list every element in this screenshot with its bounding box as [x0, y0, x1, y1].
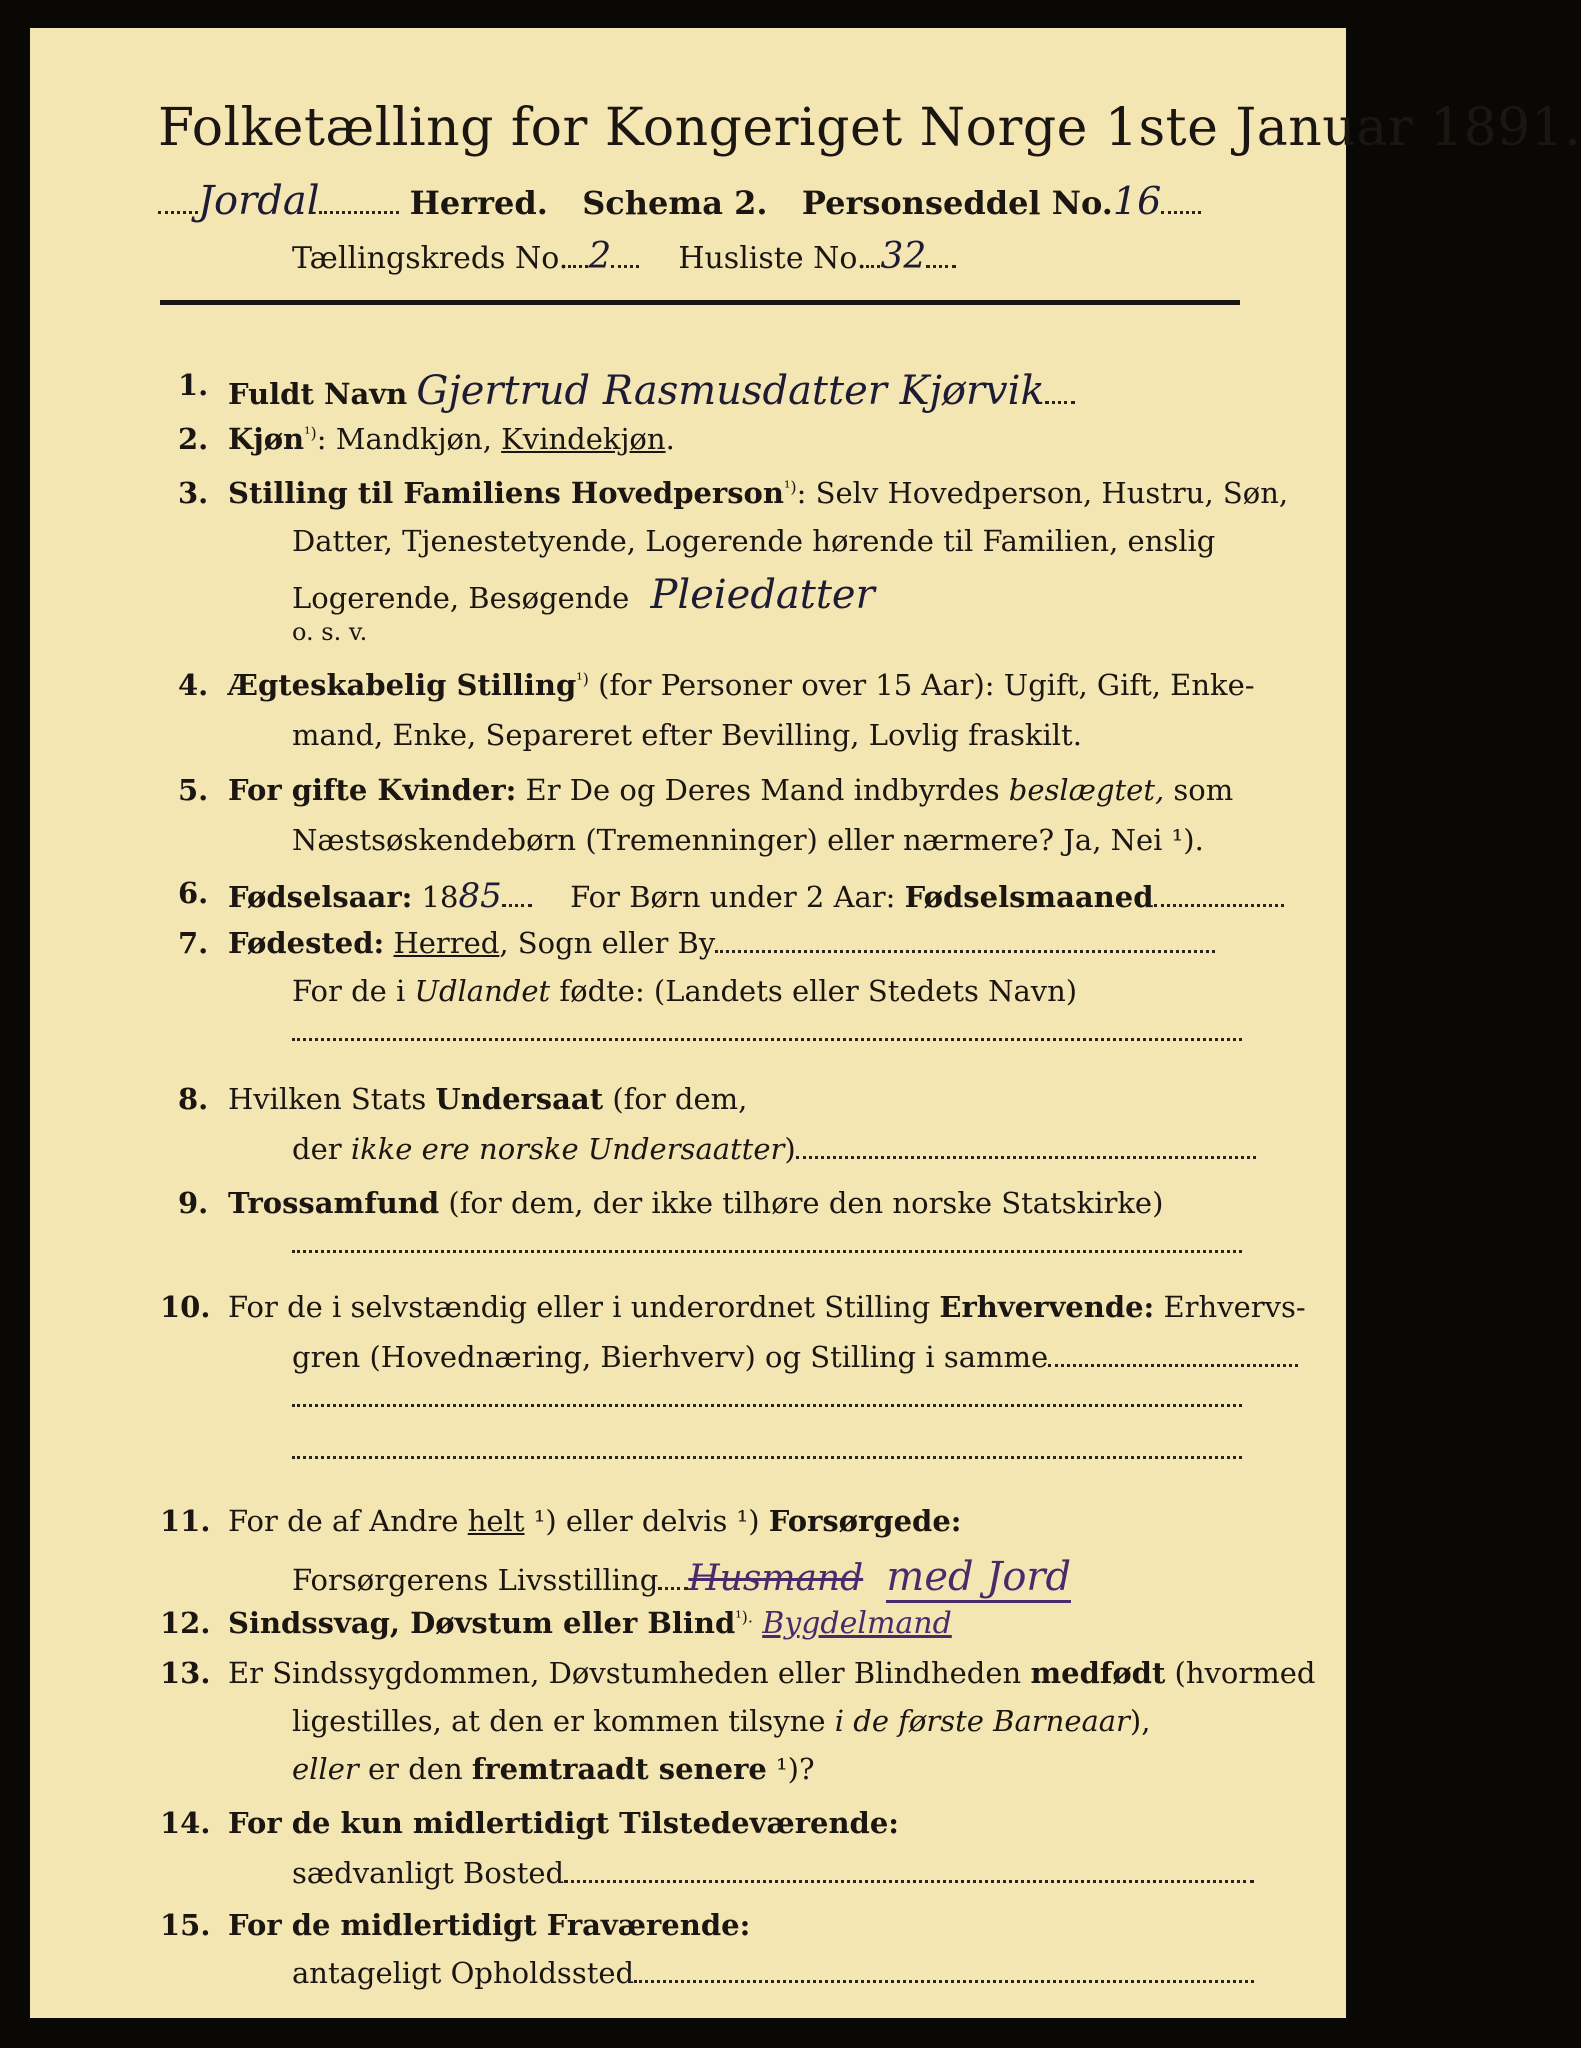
- herred-value: Jordal: [198, 178, 320, 224]
- q13-row-1: [228, 1656, 1315, 1690]
- q4-number: 4.: [178, 668, 209, 702]
- q9-blank-line: [292, 1250, 1242, 1253]
- q4-row-2: mand, Enke, Separeret efter Bevilling, Lovlig fraskilt.: [292, 718, 1082, 752]
- q8-row-2: [292, 1132, 1256, 1166]
- q1-number: 1.: [178, 368, 209, 402]
- q11-selected: helt: [467, 1504, 525, 1538]
- q7-line2c: fødte: (Landets eller Stedets Navn): [550, 974, 1078, 1008]
- census-form: [30, 28, 1581, 2018]
- q1-row: [228, 368, 1075, 414]
- q6-number: 6.: [178, 876, 209, 910]
- q11-number: 11.: [160, 1504, 211, 1538]
- q10-blank-line-2: [292, 1456, 1242, 1459]
- personseddel-value: 16: [1112, 179, 1162, 223]
- q3-row-3: [292, 572, 875, 618]
- q3-number: 3.: [178, 476, 209, 510]
- q4-row-1: [228, 668, 1255, 702]
- q2-text: : Mandkjøn,: [316, 422, 502, 456]
- q3-row-1: [228, 476, 1288, 510]
- q13-row-2: [292, 1704, 1150, 1738]
- q11-row-2: [292, 1554, 1071, 1600]
- q8-number: 8.: [178, 1082, 209, 1116]
- q11-value: med Jord: [886, 1554, 1071, 1603]
- q4-label: Ægteskabelig Stilling: [228, 668, 577, 702]
- q8-line2b: ikke ere norske Undersaatter: [350, 1132, 785, 1166]
- q12-value: Bygdelmand: [762, 1606, 952, 1641]
- q1-label: Fuldt Navn: [228, 377, 408, 411]
- q11-line2: Forsørgerens Livsstilling: [292, 1563, 659, 1597]
- q3-label: Stilling til Familiens Hovedperson: [228, 476, 784, 510]
- q15-line2: antageligt Opholdssted: [292, 1956, 635, 1990]
- q13-line3b: er den: [358, 1752, 472, 1786]
- q10-line1a: For de i selvstændig eller i underordnet Stilling: [228, 1290, 940, 1324]
- q5-label: For gifte Kvinder:: [228, 773, 517, 807]
- q7-row-1: [228, 926, 1215, 960]
- q8-line1a: Hvilken Stats: [228, 1082, 436, 1116]
- q11-line1b: ¹) eller delvis ¹): [524, 1504, 769, 1538]
- q6-prefix: 18: [412, 880, 459, 914]
- q13-line1a: Er Sindssygdommen, Døvstumheden eller Blindheden: [228, 1656, 1031, 1690]
- q4-line1: (for Personer over 15 Aar): Ugift, Gift, Enke-: [588, 668, 1255, 702]
- q7-text: , Sogn eller By: [499, 926, 716, 960]
- q4-sup: ¹): [576, 669, 589, 689]
- husliste-label: Husliste No.: [678, 241, 867, 276]
- q13-label: medfødt: [1030, 1656, 1166, 1690]
- q9-label: Trossamfund: [228, 1186, 440, 1220]
- q6-label: Fødselsaar:: [228, 880, 413, 914]
- q6-row: [228, 876, 1284, 916]
- herred-label: Herred.: [409, 184, 548, 222]
- q15-label: For de midlertidigt Fraværende:: [228, 1908, 751, 1942]
- personseddel-label: Personseddel No.: [801, 184, 1113, 222]
- kreds-value: 2: [588, 236, 612, 277]
- q3-value: Pleiedatter: [650, 572, 875, 618]
- q13-line2c: ),: [1129, 1704, 1151, 1738]
- q6-value: 85: [458, 876, 502, 916]
- q13-number: 13.: [160, 1656, 211, 1690]
- schema-label: Schema 2.: [582, 184, 768, 222]
- q15-row-1: [228, 1908, 750, 1942]
- q13-row-3: [292, 1752, 815, 1786]
- q11-line1a: For de af Andre: [228, 1504, 468, 1538]
- q14-line2: sædvanligt Bosted: [292, 1856, 565, 1890]
- q8-line1b: (for dem,: [603, 1082, 748, 1116]
- q7-label: Fødested:: [228, 926, 385, 960]
- husliste-value: 32: [880, 236, 927, 277]
- q10-line1b: Erhvervs-: [1154, 1290, 1306, 1324]
- q7-line2a: For de i: [292, 974, 415, 1008]
- q12-number: 12.: [160, 1606, 211, 1640]
- q3-row-2: Datter, Tjenestetyende, Logerende hørende til Familien, enslig: [292, 524, 1216, 558]
- q9-line1: (for dem, der ikke tilhøre den norske Statskirke): [439, 1186, 1164, 1220]
- q5-row-2: Næstsøskendebørn (Tremenninger) eller nærmere? Ja, Nei ¹).: [292, 823, 1204, 857]
- q10-line2: gren (Hovednæring, Bierhverv) og Stilling i samme: [292, 1340, 1049, 1374]
- q15-number: 15.: [160, 1908, 211, 1942]
- q2-label: Kjøn: [228, 422, 305, 456]
- q5-line1b: beslægtet,: [1008, 773, 1165, 807]
- q13-line2a: ligestilles, at den er kommen tilsyne: [292, 1704, 835, 1738]
- q12-row: [228, 1606, 952, 1641]
- q13-line3d: ¹)?: [766, 1752, 815, 1786]
- q13-line3c: fremtraadt senere: [471, 1752, 767, 1786]
- q10-number: 10.: [160, 1290, 211, 1324]
- q14-number: 14.: [160, 1806, 211, 1840]
- q3-sup: ¹): [783, 477, 797, 497]
- q9-row-1: [228, 1186, 1163, 1220]
- q13-line2b: i de første Barneaar: [834, 1704, 1130, 1738]
- q11-row-1: [228, 1504, 961, 1538]
- q7-line2b: Udlandet: [414, 974, 551, 1008]
- q2-sup: ¹): [304, 423, 317, 443]
- form-title: Folketælling for Kongeriget Norge 1ste Januar 1891.: [158, 98, 1581, 158]
- q5-number: 5.: [178, 773, 209, 807]
- q14-row-1: [228, 1806, 899, 1840]
- kreds-label: Tællingskreds No.: [292, 241, 569, 276]
- q10-blank-line-1: [292, 1404, 1242, 1407]
- q13-line1b: (hvormed: [1165, 1656, 1316, 1690]
- q14-label: For de kun midlertidigt Tilstedeværende:: [228, 1806, 899, 1840]
- q9-number: 9.: [178, 1186, 209, 1220]
- q6-label2: Fødselsmaaned: [904, 880, 1154, 914]
- q15-row-2: [292, 1956, 1254, 1990]
- q14-row-2: [292, 1856, 1254, 1890]
- q8-row-1: [228, 1082, 747, 1116]
- q10-label: Erhvervende:: [939, 1290, 1155, 1324]
- q3-line3: Logerende, Besøgende: [292, 581, 630, 615]
- q5-line1a: Er De og Deres Mand indbyrdes: [516, 773, 1009, 807]
- q13-line3a: eller: [292, 1752, 359, 1786]
- q11-value-struck: Husmand: [688, 1558, 864, 1599]
- q8-label: Undersaat: [435, 1082, 604, 1116]
- q6-mid: For Børn under 2 Aar:: [570, 880, 905, 914]
- q11-label: Forsørgede:: [768, 1504, 962, 1538]
- q7-selected: Herred: [393, 926, 500, 960]
- q3-row-4: o. s. v.: [292, 618, 368, 646]
- q2-tail: .: [665, 422, 675, 456]
- header-rule: [160, 300, 1240, 305]
- header-row-2: [292, 236, 956, 277]
- q3-line1: : Selv Hovedperson, Hustru, Søn,: [796, 476, 1289, 510]
- q2-number: 2.: [178, 422, 209, 456]
- q7-number: 7.: [178, 926, 209, 960]
- q5-row-1: [228, 773, 1233, 807]
- q8-line2a: der: [292, 1132, 351, 1166]
- q12-label: Sindssvag, Døvstum eller Blind: [228, 1606, 736, 1640]
- q8-line2c: ): [784, 1132, 796, 1166]
- q2-selected: Kvindekjøn: [501, 422, 666, 456]
- q5-line1c: som: [1164, 773, 1234, 807]
- q2-row: [228, 422, 675, 456]
- q12-sup: ¹).: [735, 1607, 753, 1627]
- q7-blank-line: [292, 1038, 1242, 1041]
- q10-row-1: [228, 1290, 1306, 1324]
- q7-row-2: [292, 974, 1077, 1008]
- header-row-1: [158, 178, 1201, 224]
- q10-row-2: [292, 1340, 1298, 1374]
- q1-value: Gjertrud Rasmusdatter Kjørvik: [416, 368, 1045, 414]
